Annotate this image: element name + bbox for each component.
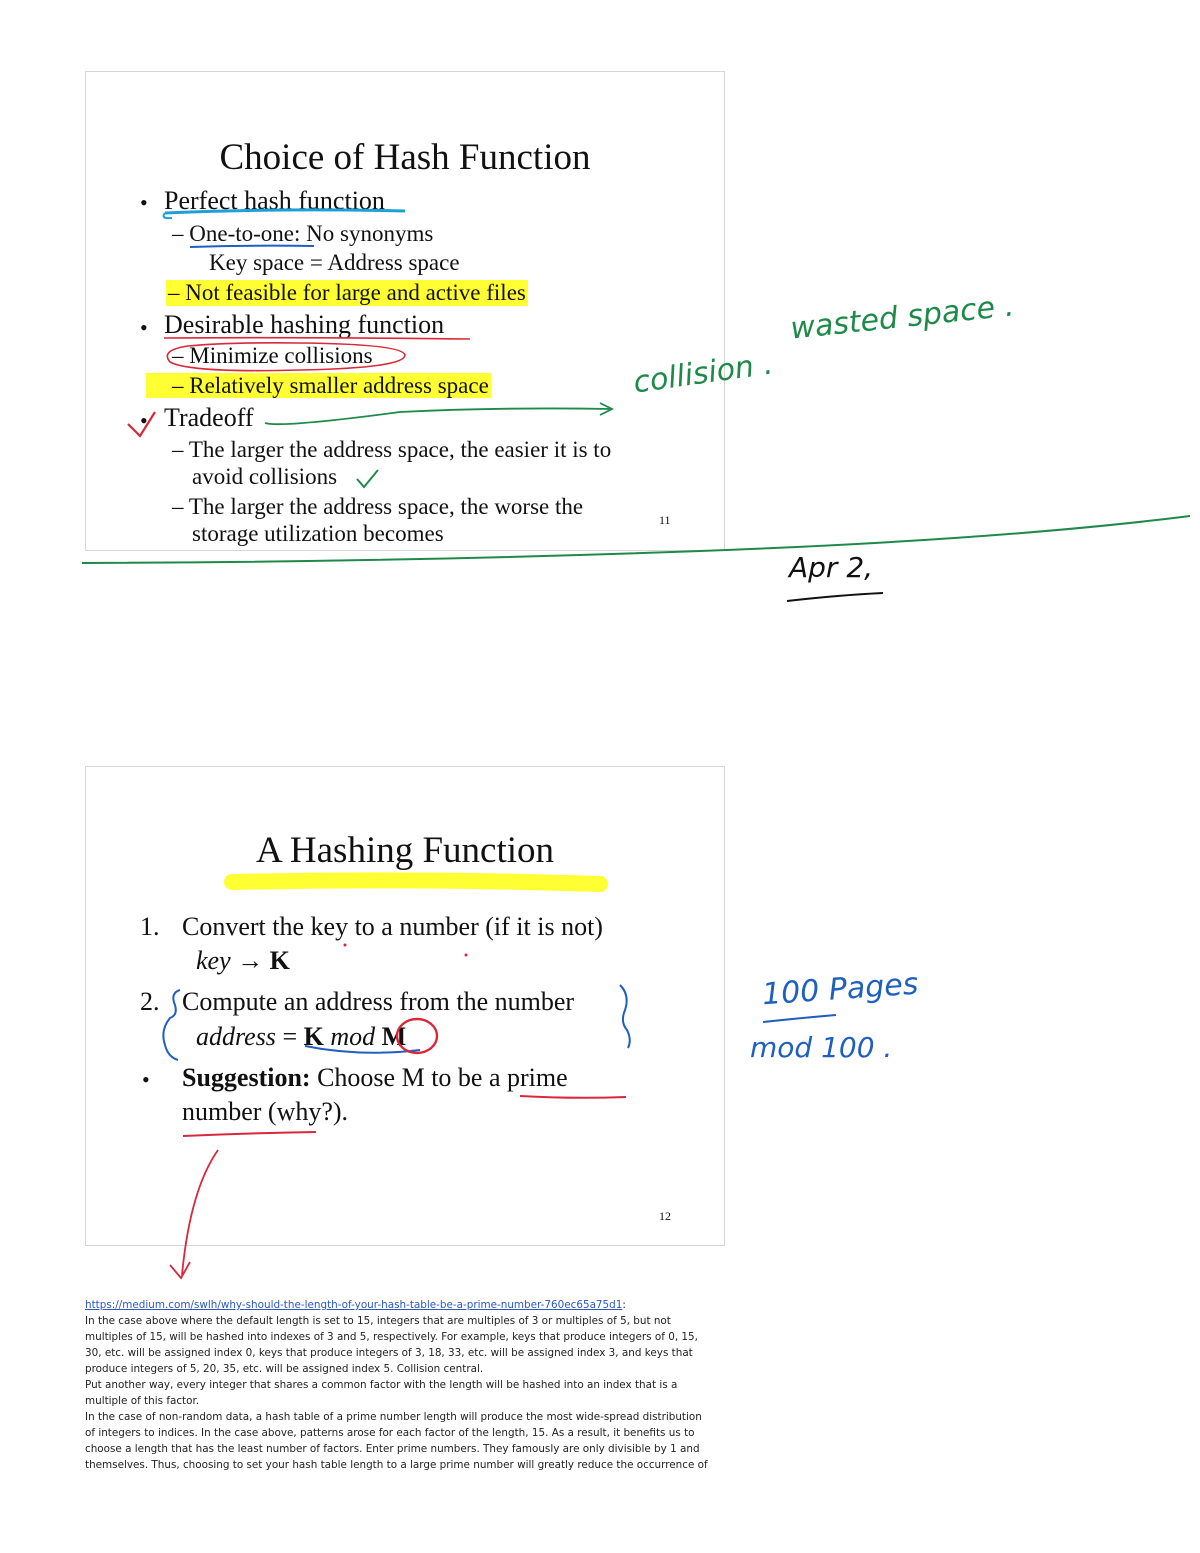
dash: –: [172, 221, 184, 246]
step-1-text: Convert the key to a number (if it is not): [182, 912, 603, 941]
slide-title: A Hashing Function: [255, 830, 555, 871]
step-2-text: Compute an address from the number: [182, 987, 575, 1016]
notes-link-line: [85, 1297, 725, 1313]
dash: –: [172, 343, 184, 368]
minimize-line: [172, 343, 373, 369]
smaller-space-text: Relatively smaller address space: [189, 373, 489, 398]
reference-link[interactable]: https://medium.com/swlh/why-should-the-length-of-your-hash-table-be-a-prime-number-760ec65a75d1: [85, 1299, 623, 1311]
dash: –: [168, 280, 180, 305]
suggestion-line: [182, 1063, 568, 1093]
notes-line: produce integers of 5, 20, 35, etc. will be assigned index 5. Collision central.: [85, 1363, 484, 1375]
M-var: M: [381, 1022, 407, 1051]
perfect-hash-heading: Perfect hash function: [164, 186, 385, 215]
step-2-number: 2.: [140, 987, 160, 1016]
not-feasible-line: [166, 280, 528, 306]
notes-line: of integers to indices. In the case above, patterns arose for each factor of the length, 15. As a result, it benefits us to: [85, 1427, 695, 1439]
highlight: [146, 373, 491, 398]
equals: =: [275, 1022, 304, 1051]
key-var: key: [196, 946, 231, 975]
tradeoff-2-line: [172, 494, 583, 520]
address-var: address: [196, 1022, 276, 1051]
dash: –: [172, 494, 184, 519]
bullet: •: [142, 1067, 150, 1092]
one-to-one-line: [172, 221, 433, 247]
suggestion-cont: number (why?).: [182, 1097, 349, 1126]
note-mod-100: mod 100 .: [750, 1031, 893, 1064]
K-var: K: [303, 1022, 324, 1051]
notes-line: 30, etc. will be assigned index 0, keys that produce integers of 3, 18, 33, etc. will be assigned index 3, and keys that: [85, 1347, 693, 1359]
page-number: 12: [659, 1209, 671, 1223]
page-number: 11: [659, 513, 671, 527]
suggestion-text: Choose M to be a prime: [310, 1063, 568, 1092]
tradeoff-1-line: [172, 437, 611, 463]
underline-100: [763, 1015, 836, 1022]
dash: –: [172, 373, 184, 398]
bullet: •: [140, 190, 148, 215]
tradeoff-2-text: The larger the address space, the worse the: [188, 494, 584, 519]
minimize-text: Minimize collisions: [189, 343, 373, 368]
date-underline: [787, 593, 883, 601]
not-feasible-text: Not feasible for large and active files: [185, 280, 526, 305]
notes-line: multiples of 15, will be hashed into indexes of 3 and 5, respectively. For example, keys that produce integers of 0, 15,: [85, 1331, 698, 1343]
link-suffix: :: [622, 1299, 626, 1311]
desirable-heading: Desirable hashing function: [164, 310, 445, 339]
note-wasted-space: wasted space .: [788, 288, 1016, 347]
tradeoff-2-cont: storage utilization becomes: [192, 521, 444, 546]
tradeoff-1-text: The larger the address space, the easier it is to: [188, 437, 612, 462]
note-100-pages: 100 Pages: [760, 966, 920, 1013]
slide-11: [85, 71, 725, 551]
bullet: •: [140, 315, 148, 340]
slide-12: [85, 766, 725, 1246]
mod-op: mod: [323, 1022, 382, 1051]
arrow: →: [230, 946, 270, 975]
notes-line: In the case of non-random data, a hash table of a prime number length will produce the most wide-spread distribution: [85, 1411, 702, 1423]
one-to-one-text: No synonyms: [300, 221, 434, 246]
reference-notes: [85, 1297, 725, 1473]
step-1-formula: [196, 946, 290, 976]
notes-line: In the case above where the default length is set to 15, integers that are multiples of 3 or multiples of 5, but not: [85, 1315, 671, 1327]
notes-line: choose a length that has the least number of factors. Enter prime numbers. They famously are only divisible by 1 and: [85, 1443, 700, 1455]
K-var: K: [269, 946, 290, 975]
bullet: •: [140, 408, 148, 433]
tradeoff-heading: Tradeoff: [164, 403, 254, 432]
suggestion-label: Suggestion:: [182, 1063, 311, 1092]
notes-line: multiple of this factor.: [85, 1395, 200, 1407]
key-space-line: Key space = Address space: [209, 250, 460, 275]
arrow-to-notes-head: [170, 1262, 190, 1278]
note-collision: collision .: [631, 346, 776, 401]
tradeoff-1-cont: avoid collisions: [192, 464, 338, 489]
slide-title: Choice of Hash Function: [219, 137, 591, 178]
notes-line: themselves. Thus, choosing to set your hash table length to a large prime number will greatly reduce the occurrence of: [85, 1459, 708, 1471]
dash: –: [172, 437, 184, 462]
step-2-formula: [196, 1022, 406, 1052]
step-1-number: 1.: [140, 912, 160, 941]
note-date: Apr 2,: [789, 551, 874, 584]
notes-line: Put another way, every integer that shares a common factor with the length will be hashed into an index that is a: [85, 1379, 678, 1391]
one-to-one-label: One-to-one:: [189, 221, 301, 246]
smaller-space-line: [146, 373, 491, 399]
